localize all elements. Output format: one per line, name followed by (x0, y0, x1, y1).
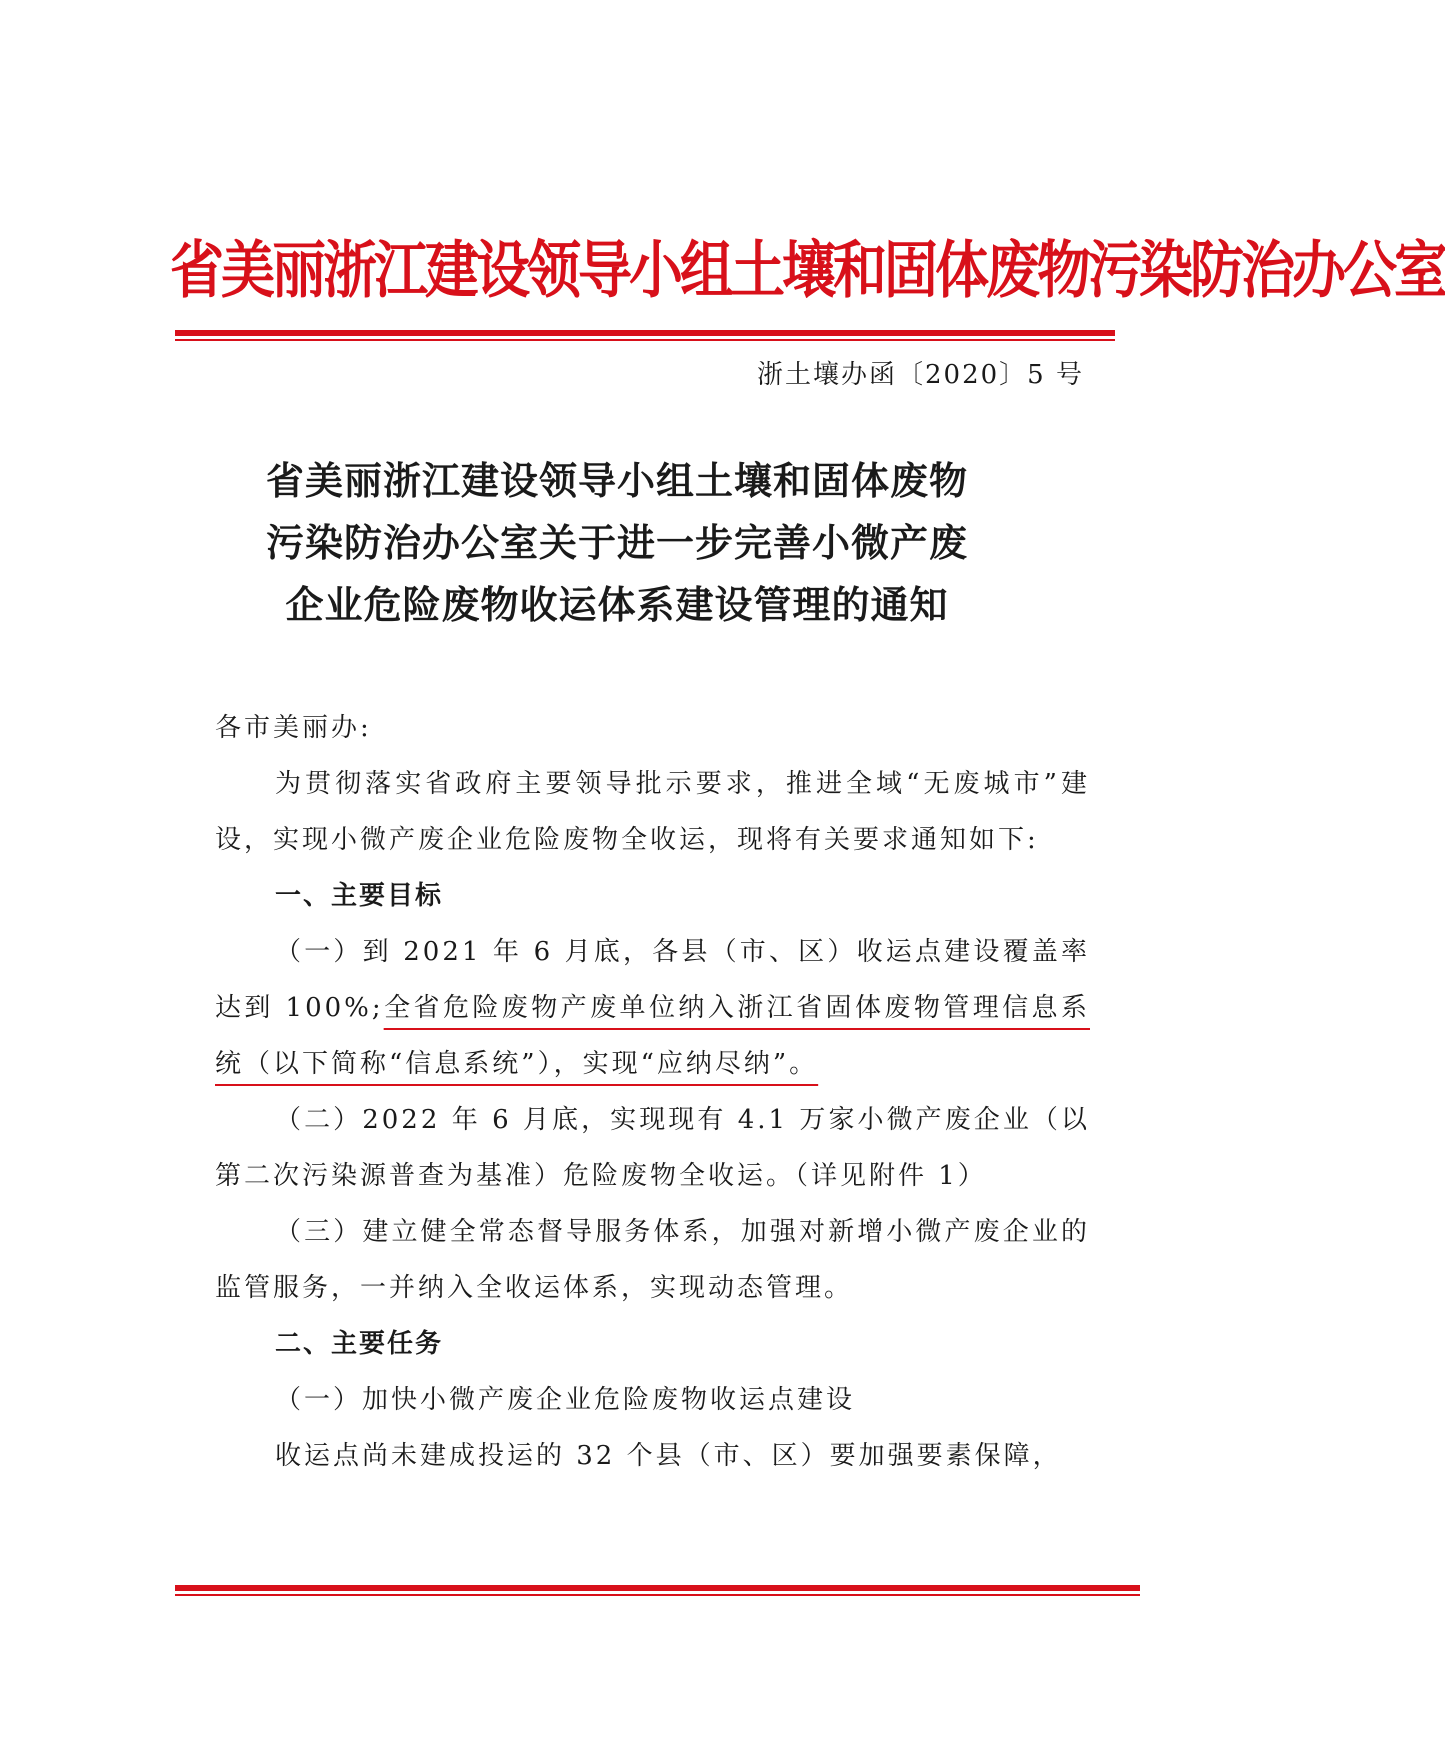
title-line: 污染防治办公室关于进一步完善小微产废 (265, 520, 968, 565)
document-title (200, 450, 1034, 636)
title-line: 企业危险废物收运体系建设管理的通知 (285, 582, 949, 627)
goal-1-text: （一）到 2021 年 6 月底，各县（市、区）收运点建设覆盖率达到 100%; (215, 937, 1090, 1023)
document-number: 浙土壤办函〔2020〕5 号 (757, 360, 1084, 390)
section-heading-goals: 一、主要目标 (275, 881, 444, 911)
goal-1-paragraph (215, 924, 1090, 1092)
salutation: 各市美丽办: (215, 713, 372, 743)
task-1-paragraph: 收运点尚未建成投运的 32 个县（市、区）要加强要素保障， (275, 1441, 1062, 1471)
intro-paragraph: 为贯彻落实省政府主要领导批示要求，推进全域“无废城市”建设，实现小微产废企业危险废物全收运，现将有关要求通知如下: (215, 769, 1090, 855)
title-line: 省美丽浙江建设领导小组土壤和固体废物 (265, 458, 968, 503)
goal-3-paragraph: （三）建立健全常态督导服务体系，加强对新增小微产废企业的监管服务，一并纳入全收运体系，实现动态管理。 (215, 1217, 1090, 1303)
section-heading-tasks: 二、主要任务 (275, 1329, 444, 1359)
task-1-heading: （一）加快小微产废企业危险废物收运点建设 (275, 1385, 856, 1415)
goal-2-paragraph: （二）2022 年 6 月底，实现现有 4.1 万家小微产废企业（以第二次污染源普查为基准）危险废物全收运。（详见附件 1） (215, 1105, 1090, 1191)
footer-divider (175, 1585, 1140, 1596)
document-body (215, 700, 1090, 1484)
masthead-divider (175, 330, 1115, 341)
goal-1-underlined-text: 全省危险废物产废单位纳入浙江省固体废物管理信息系统（以下简称“信息系统”），实现“应纳尽纳”。 (215, 993, 1090, 1079)
masthead-title: 省美丽浙江建设领导小组土壤和固体废物污染防治办公室 (170, 232, 1445, 307)
